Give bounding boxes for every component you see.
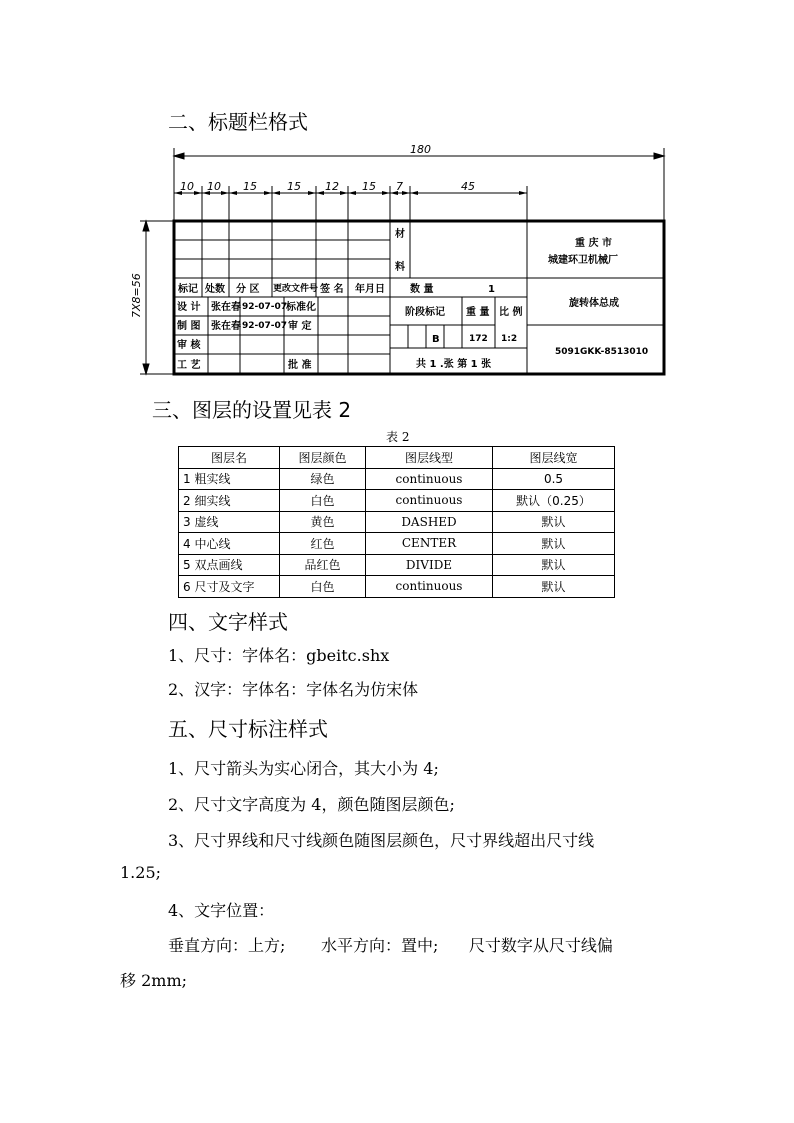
section-title-2: 二、标题栏格式 [168, 110, 308, 134]
cell-layer-lineweight: 默认 [493, 554, 615, 576]
tb-header-zone: 分 区 [236, 284, 260, 295]
table-row [179, 576, 615, 598]
dim-style-line-2: 2、尺寸文字高度为 4，颜色随图层颜色; [168, 795, 455, 814]
tb-company-name: 城建环卫机械厂 [548, 255, 618, 266]
table-row [179, 468, 615, 490]
column-dim-5: 12 [325, 180, 339, 193]
dim-style-line-4: 4、文字位置： [168, 901, 275, 920]
tb-header-count: 处数 [205, 284, 225, 295]
cell-layer-linetype: DASHED [366, 511, 493, 533]
section-title-5: 五、尺寸标注样式 [168, 717, 328, 741]
col-header-linetype: 图层线型 [366, 447, 493, 469]
tb-header-change-doc: 更改文件号 [273, 284, 319, 294]
cell-layer-linetype: continuous [366, 490, 493, 512]
column-dim-4: 15 [287, 180, 301, 193]
column-dim-7: 7 [396, 180, 403, 193]
tb-row-design: 设 计 [177, 302, 201, 313]
tb-stage-value: B [432, 334, 440, 345]
cell-layer-name: 2 细实线 [179, 490, 280, 512]
col-header-lineweight: 图层线宽 [493, 447, 615, 469]
tb-header-date: 年月日 [355, 284, 385, 295]
cell-layer-color: 黄色 [280, 511, 366, 533]
tb-row-process: 工 艺 [177, 360, 201, 371]
text-style-line-1: 1、尺寸：字体名：gbeitc.shx [168, 646, 390, 665]
tb-material-2: 料 [395, 262, 405, 273]
tb-material-1: 材 [395, 229, 405, 240]
column-dim-2: 10 [207, 180, 221, 193]
dim-style-line-5b: 移 2mm; [120, 971, 188, 990]
tb-company-city: 重 庆 市 [575, 238, 612, 249]
column-dim-6: 15 [362, 180, 376, 193]
tb-design-date: 92-07-07 [242, 302, 288, 312]
tb-header-sign: 签 名 [320, 284, 344, 295]
tb-weight-label: 重 量 [466, 307, 490, 318]
tb-product-name: 旋转体总成 [569, 298, 619, 309]
tb-stage-label: 阶段标记 [405, 307, 445, 318]
tb-standardization: 标准化 [286, 302, 316, 313]
tb-header-mark: 标记 [178, 284, 198, 295]
cell-layer-linetype: CENTER [366, 533, 493, 555]
table-row [179, 490, 615, 512]
tb-sheets: 共 1 .张 第 1 张 [416, 359, 492, 370]
cell-layer-lineweight: 默认 [493, 533, 615, 555]
column-dim-3: 15 [243, 180, 257, 193]
cell-layer-name: 5 双点画线 [179, 554, 280, 576]
section-title-3: 三、图层的设置见表 2 [152, 398, 352, 422]
col-header-color: 图层颜色 [280, 447, 366, 469]
cell-layer-color: 绿色 [280, 468, 366, 490]
overall-dimension: 180 [410, 143, 431, 156]
cell-layer-lineweight: 0.5 [493, 468, 615, 490]
tb-row-drawing: 制 图 [177, 321, 201, 332]
tb-design-name: 张在春 [211, 302, 241, 313]
dim-style-line-3a: 3、尺寸界线和尺寸线颜色随图层颜色，尺寸界线超出尺寸线 [168, 831, 595, 850]
cell-layer-color: 白色 [280, 490, 366, 512]
tb-scale-value: 1:2 [501, 334, 518, 344]
table-row [179, 511, 615, 533]
tb-scale-label: 比 例 [499, 307, 523, 318]
cell-layer-lineweight: 默认 [493, 576, 615, 598]
layer-table [178, 446, 615, 598]
cell-layer-name: 4 中心线 [179, 533, 280, 555]
column-dim-8: 45 [461, 180, 475, 193]
table-row [179, 554, 615, 576]
title-block-drawing [0, 0, 794, 400]
text-style-line-2: 2、汉字：字体名：字体名为仿宋体 [168, 680, 419, 699]
tb-drawing-name: 张在春 [211, 321, 241, 332]
cell-layer-linetype: DIVIDE [366, 554, 493, 576]
cell-layer-lineweight: 默认（0.25） [493, 490, 615, 512]
table-row [179, 533, 615, 555]
section-title-4: 四、文字样式 [168, 610, 288, 634]
tb-row-review: 审 核 [177, 340, 201, 351]
cell-layer-name: 1 粗实线 [179, 468, 280, 490]
height-dimension: 7X8=56 [130, 273, 143, 318]
tb-weight-value: 172 [469, 334, 488, 344]
cell-layer-color: 红色 [280, 533, 366, 555]
cell-layer-color: 品红色 [280, 554, 366, 576]
column-dim-1: 10 [180, 180, 194, 193]
table-header-row [179, 447, 615, 469]
cell-layer-color: 白色 [280, 576, 366, 598]
tb-drawing-number: 5091GKK-8513010 [555, 347, 649, 357]
cell-layer-linetype: continuous [366, 576, 493, 598]
cell-layer-name: 6 尺寸及文字 [179, 576, 280, 598]
table-caption: 表 2 [386, 430, 410, 444]
cell-layer-lineweight: 默认 [493, 511, 615, 533]
tb-qty-label: 数 量 [410, 284, 434, 295]
tb-approval: 审 定 [288, 321, 312, 332]
cell-layer-linetype: continuous [366, 468, 493, 490]
tb-qty-value: 1 [488, 284, 495, 295]
tb-ratify: 批 准 [288, 360, 312, 371]
tb-drawing-date: 92-07-07 [242, 321, 288, 331]
dim-style-line-5a: 垂直方向：上方; 水平方向：置中; 尺寸数字从尺寸线偏 [168, 936, 613, 955]
cell-layer-name: 3 虚线 [179, 511, 280, 533]
col-header-name: 图层名 [179, 447, 280, 469]
dim-style-line-1: 1、尺寸箭头为实心闭合，其大小为 4; [168, 759, 439, 778]
dim-style-line-3b: 1.25; [120, 863, 162, 882]
